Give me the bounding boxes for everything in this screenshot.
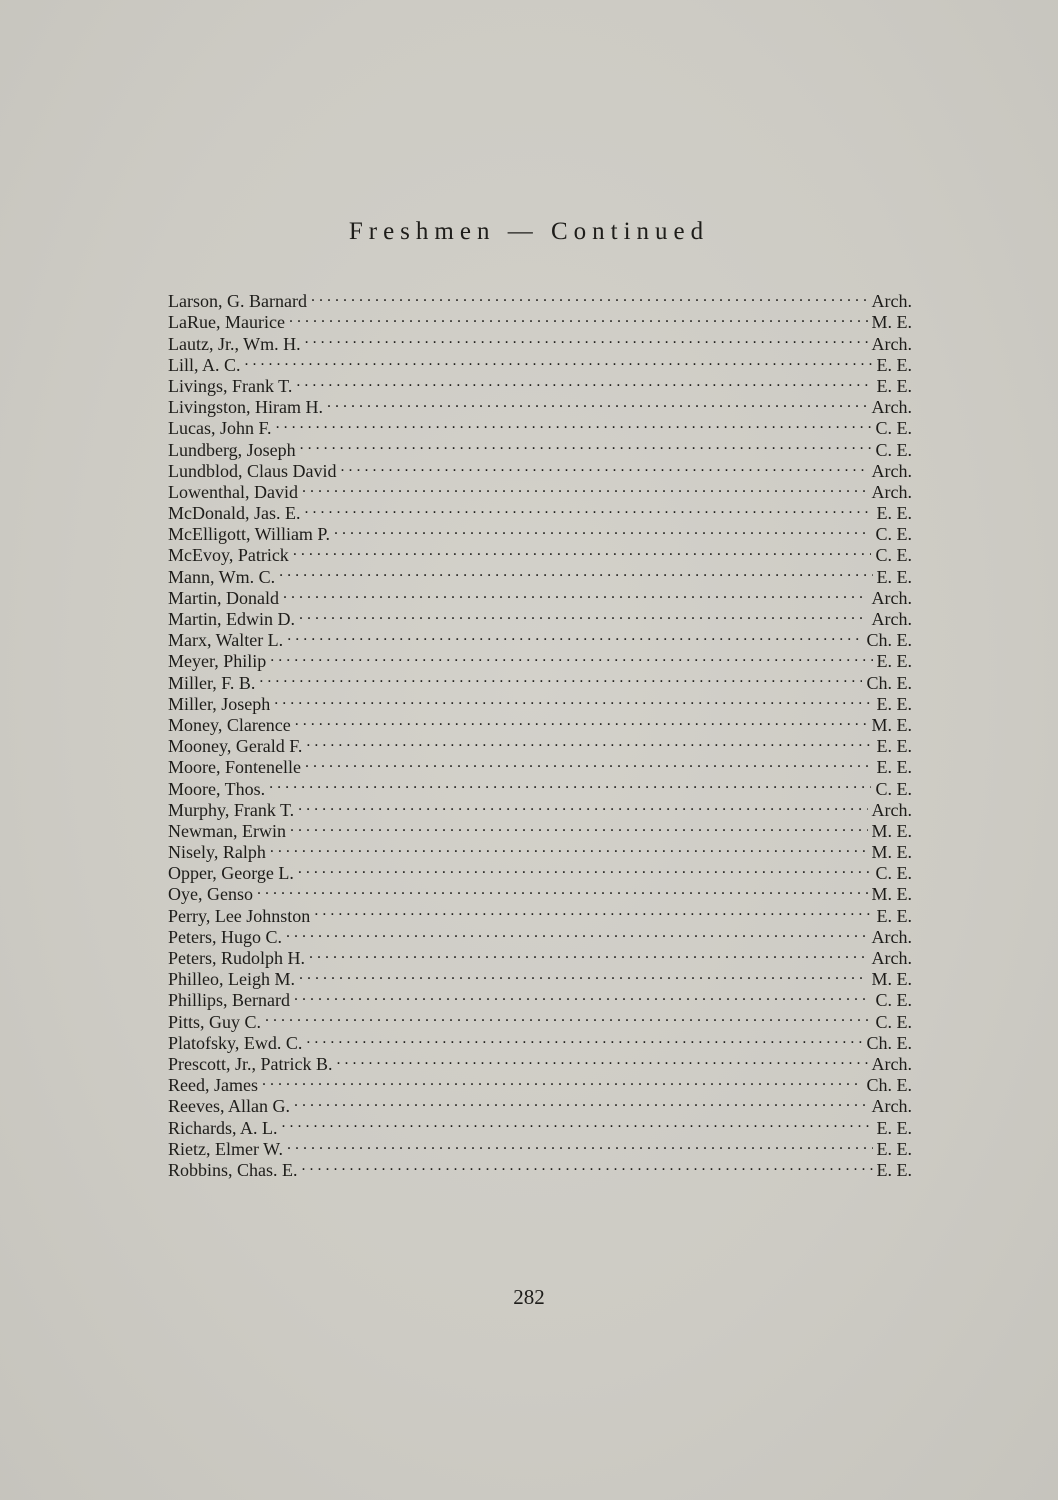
student-name: Opper, George L. (168, 863, 294, 884)
page-number: 282 (513, 1285, 545, 1309)
roster-entry (168, 561, 912, 587)
department-code: C. E. (875, 439, 912, 460)
dot-leader (298, 795, 867, 816)
dot-leader (299, 604, 868, 625)
student-name: Marx, Walter L. (168, 630, 284, 651)
dot-leader (306, 731, 872, 752)
student-name: Lundberg, Joseph (168, 439, 296, 460)
department-code: E. E. (876, 503, 912, 524)
dot-leader (270, 646, 872, 667)
roster-entry (168, 646, 912, 672)
department-code: Arch. (871, 1096, 912, 1117)
student-name: Meyer, Philip (168, 651, 267, 672)
department-code: Arch. (871, 587, 912, 608)
page-title: Freshmen — Continued (348, 218, 710, 245)
student-name: Reed, James (168, 1075, 258, 1096)
department-code: C. E. (875, 1011, 912, 1032)
department-code: M. E. (871, 312, 912, 333)
student-name: Peters, Rudolph H. (168, 948, 305, 968)
student-name: Pitts, Guy C. (168, 1011, 262, 1032)
student-name: McDonald, Jas. E. (168, 503, 301, 524)
department-code: Arch. (871, 799, 912, 820)
dot-leader (302, 1155, 873, 1176)
roster-entry (168, 837, 912, 863)
roster-entry (168, 434, 912, 460)
department-code: E. E. (876, 566, 912, 587)
department-code: E. E. (876, 1117, 912, 1138)
student-name: Livingston, Hiram H. (168, 397, 323, 418)
student-name: Larson, G. Barnard (168, 291, 307, 312)
student-name: LaRue, Maurice (168, 312, 285, 333)
roster-entry (168, 667, 912, 693)
student-name: McElligott, William P. (168, 524, 330, 545)
department-code: M. E. (871, 820, 912, 841)
department-code: E. E. (876, 354, 912, 375)
dot-leader (245, 350, 873, 371)
dot-leader (294, 1091, 868, 1112)
department-code: Ch. E. (866, 1032, 912, 1053)
student-name: Moore, Thos. (168, 778, 266, 799)
dot-leader (276, 413, 872, 434)
roster-entry (168, 413, 912, 439)
student-name: Money, Clarence (168, 714, 291, 735)
department-code: Ch. E. (866, 672, 912, 693)
dot-leader (286, 922, 868, 943)
roster-entry (168, 1091, 912, 1117)
department-code: E. E. (876, 375, 912, 396)
department-code: Arch. (871, 333, 912, 354)
roster-entry (168, 1070, 912, 1096)
dot-leader (290, 816, 868, 837)
department-code: Arch. (871, 609, 912, 629)
dot-leader (334, 519, 872, 540)
dot-leader (274, 689, 872, 710)
student-name: Lautz, Jr., Wm. H. (168, 333, 301, 354)
dot-leader (262, 1070, 863, 1091)
department-code: Arch. (871, 291, 912, 312)
roster-entry (168, 773, 912, 799)
dot-leader (304, 498, 872, 519)
dot-leader (295, 710, 868, 731)
roster-entry (168, 858, 912, 884)
dot-leader (311, 286, 868, 307)
roster-entry (168, 795, 912, 820)
student-name: Oye, Genso (168, 884, 253, 905)
department-code: Arch. (871, 460, 912, 481)
dot-leader (327, 392, 868, 413)
roster-entry (168, 286, 912, 312)
student-name: Lill, A. C. (168, 354, 241, 375)
roster-entry (168, 879, 912, 905)
dot-leader (337, 1049, 868, 1070)
department-code: M. E. (871, 884, 912, 905)
student-name: Lowenthal, David (168, 481, 298, 502)
student-name: Murphy, Frank T. (168, 799, 295, 820)
dot-leader (257, 879, 868, 900)
department-code: E. E. (876, 905, 912, 926)
dot-leader (259, 667, 862, 688)
department-code: M. E. (871, 969, 912, 990)
student-name: Lucas, John F. (168, 418, 272, 439)
student-name: Robbins, Chas. E. (168, 1159, 298, 1180)
department-code: Arch. (871, 926, 912, 947)
student-name: Perry, Lee Johnston (168, 905, 311, 926)
student-name: Richards, A. L. (168, 1117, 278, 1138)
student-name: Miller, F. B. (168, 672, 256, 693)
department-code: M. E. (871, 714, 912, 735)
dot-leader (296, 371, 872, 392)
student-name: Martin, Donald (168, 587, 279, 608)
student-name: Prescott, Jr., Patrick B. (168, 1053, 333, 1074)
department-code: Arch. (871, 1053, 912, 1074)
dot-leader (294, 985, 871, 1006)
student-name: Martin, Edwin D. (168, 609, 295, 629)
dot-leader (287, 1134, 873, 1155)
department-code: E. E. (876, 693, 912, 714)
department-code: C. E. (875, 545, 912, 566)
student-name: Mann, Wm. C. (168, 566, 276, 587)
student-name: McEvoy, Patrick (168, 545, 289, 566)
roster-entry (168, 710, 912, 735)
dot-leader (279, 561, 872, 582)
department-code: E. E. (876, 1159, 912, 1180)
department-code: C. E. (875, 524, 912, 545)
dot-leader (265, 1006, 871, 1027)
student-name: Miller, Joseph (168, 693, 271, 714)
student-name: Moore, Fontenelle (168, 757, 301, 778)
student-name: Phillips, Bernard (168, 990, 290, 1011)
student-name: Philleo, Leigh M. (168, 969, 295, 990)
student-name: Lundblod, Claus David (168, 460, 337, 481)
roster-entry (168, 583, 912, 608)
department-code: E. E. (876, 736, 912, 757)
student-name: Livings, Frank T. (168, 375, 293, 396)
roster-entry (168, 350, 912, 375)
student-name: Reeves, Allan G. (168, 1096, 290, 1117)
department-code: E. E. (876, 1138, 912, 1159)
student-name: Nisely, Ralph (168, 842, 266, 863)
department-code: Arch. (871, 397, 912, 418)
dot-leader (309, 943, 868, 964)
dot-leader (305, 328, 868, 349)
roster-entry (168, 371, 912, 396)
department-code: Arch. (871, 948, 912, 968)
dot-leader (302, 477, 868, 498)
dot-leader (269, 773, 871, 794)
department-code: E. E. (876, 757, 912, 778)
department-code: C. E. (875, 778, 912, 799)
student-name: Newman, Erwin (168, 820, 286, 841)
dot-leader (314, 900, 872, 921)
department-code: C. E. (875, 990, 912, 1011)
roster-entry (168, 1006, 912, 1032)
dot-leader (305, 752, 873, 773)
student-name: Peters, Hugo C. (168, 926, 282, 947)
department-code: M. E. (871, 842, 912, 863)
roster-entry (168, 689, 912, 714)
student-name: Platofsky, Ewd. C. (168, 1032, 303, 1053)
roster-entry (168, 900, 912, 926)
dot-leader (341, 456, 868, 477)
dot-leader (298, 858, 872, 879)
dot-leader (299, 964, 868, 985)
department-code: C. E. (875, 863, 912, 884)
student-roster (168, 286, 912, 1180)
department-code: E. E. (876, 651, 912, 672)
dot-leader (306, 1028, 862, 1049)
dot-leader (270, 837, 868, 858)
student-name: Mooney, Gerald F. (168, 736, 303, 757)
department-code: Arch. (871, 481, 912, 502)
dot-leader (293, 540, 872, 561)
student-name: Rietz, Elmer W. (168, 1138, 283, 1159)
roster-entry (168, 1028, 912, 1053)
department-code: C. E. (875, 418, 912, 439)
dot-leader (282, 1112, 873, 1133)
department-code: Ch. E. (866, 1075, 912, 1096)
dot-leader (289, 307, 868, 328)
department-code: Ch. E. (866, 630, 912, 651)
dot-leader (283, 583, 868, 604)
dot-leader (287, 625, 862, 646)
dot-leader (300, 434, 872, 455)
